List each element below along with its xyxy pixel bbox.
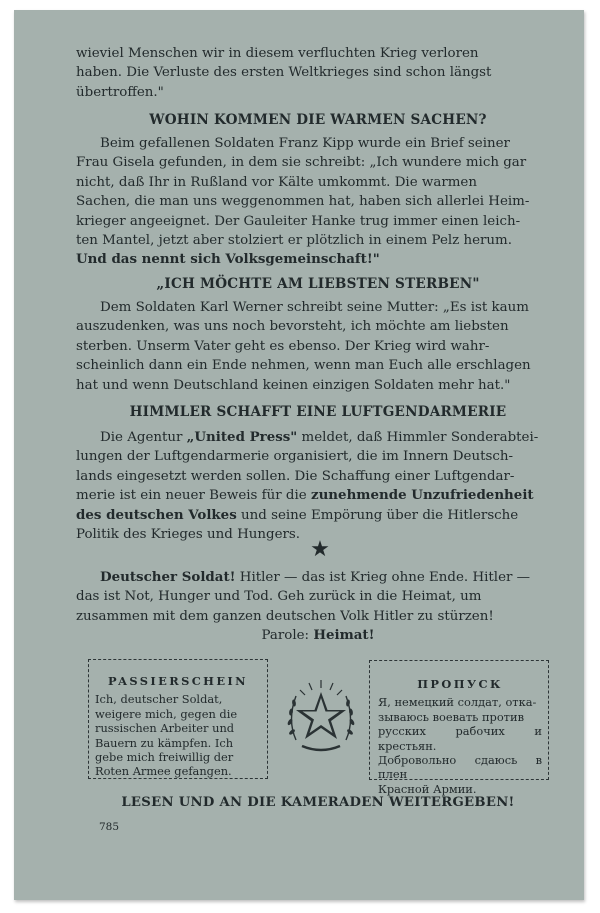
text-line: weigere mich, gegen die — [95, 706, 238, 721]
text-line: lungen der Luftgendarmerie organisiert, die im Innern Deutsch- — [76, 449, 513, 465]
star-icon: ★ — [310, 537, 330, 562]
intro-paragraph — [76, 44, 560, 102]
text-line: nicht, daß Ihr in Rußland vor Kälte umkommt. Die warmen — [76, 174, 477, 190]
section-heading-luftgendarmerie: HIMMLER SCHAFFT EINE LUFTGENDARMERIE — [129, 404, 507, 420]
page-number: 785 — [99, 821, 120, 833]
text-line: Die Agentur „United Press" meldet, daß Himmler Sonderabtei- — [100, 429, 539, 445]
text-line: Красной Армии. — [378, 781, 477, 796]
text-line: sterben. Unserm Vater geht es ebenso. Der Krieg wird wahr- — [76, 338, 490, 354]
text-line: hat und wenn Deutschland keinen einzigen Soldaten mehr hat." — [76, 377, 511, 393]
text-line: русских рабочих и крестьян. — [378, 724, 542, 753]
passierschein-title: PASSIERSCHEIN — [108, 674, 248, 688]
propusk-title: ПРОПУСК — [417, 677, 503, 691]
text-line: scheinlich dann ein Ende nehmen, wenn man Euch alle erschlagen — [76, 358, 531, 374]
section-heading-die: „ICH MÖCHTE AM LIEBSTEN STERBEN" — [156, 276, 480, 292]
text-line: Bauern zu kämpfen. Ich — [95, 735, 234, 750]
propusk-box — [369, 660, 549, 796]
text-line: Добровольно сдаюсь в плен — [378, 753, 542, 782]
text-line: Ich, deutscher Soldat, — [95, 692, 223, 707]
text-line: merie ist ein neuer Beweis für die zunehmende Unzufriedenheit — [76, 487, 534, 504]
text-line: wieviel Menschen wir in diesem verfluchten Krieg verloren — [76, 46, 479, 61]
text-line: krieger angeeignet. Der Gauleiter Hanke trug immer einen leich- — [76, 213, 521, 229]
text-line: Roten Armee gefangen. — [95, 764, 232, 779]
text-line: Sachen, die man uns weggenommen hat, haben sich allerlei Heim- — [76, 194, 530, 210]
text-line: Und das nennt sich Volksgemeinschaft!" — [76, 251, 380, 268]
appeal-paragraph — [76, 568, 560, 646]
text-line: Beim gefallenen Soldaten Franz Kipp wurde ein Brief seiner — [100, 136, 510, 151]
text-line: übertroffen." — [76, 84, 164, 100]
passierschein-text — [95, 692, 261, 778]
text-line: auszudenken, was uns noch bevorsteht, ich möchte am liebsten — [76, 319, 509, 335]
section-heading-warm-clothes: WOHIN KOMMEN DIE WARMEN SACHEN? — [149, 112, 487, 128]
passierschein-box — [88, 659, 268, 779]
red-star-emblem-icon — [282, 676, 360, 758]
text-line: russischen Arbeiter und — [95, 721, 235, 736]
text-line: haben. Die Verluste des ersten Weltkrieges sind schon längst — [76, 65, 492, 81]
text-line: das ist Not, Hunger und Tod. Geh zurück in die Heimat, um — [76, 589, 482, 605]
text-line: zusammen mit dem ganzen deutschen Volk Hitler zu stürzen! — [76, 608, 494, 624]
text-line: Frau Gisela gefunden, in dem sie schreibt: „Ich wundere mich gar — [76, 155, 527, 171]
text-line: зываюсь воевать против — [378, 709, 524, 724]
parole-line: Parole: Heimat! — [261, 627, 375, 644]
text-line: Politik des Krieges und Hungers. — [76, 527, 301, 543]
text-line: Deutscher Soldat! Hitler — das ist Krieg ohne Ende. Hitler — — [100, 569, 531, 585]
text-line: Я, немецкий солдат, отка- — [378, 695, 537, 710]
propusk-text — [378, 695, 542, 796]
footer-call-to-action: LESEN UND AN DIE KAMERADEN WEITERGEBEN! — [121, 795, 515, 810]
text-line: lands eingesetzt werden sollen. Die Schaffung einer Luftgendar- — [76, 468, 515, 484]
text-line: des deutschen Volkes und seine Empörung über die Hitlersche — [76, 506, 519, 523]
text-line: Dem Soldaten Karl Werner schreibt seine Mutter: „Es ist kaum — [100, 300, 529, 315]
section-paragraph-mother-letter — [76, 298, 560, 395]
section-paragraph-luftgendarmerie — [76, 428, 560, 544]
text-line: gebe mich freiwillig der — [95, 750, 234, 765]
text-line: ten Mantel, jetzt aber stolziert er plötzlich in einem Pelz herum. — [76, 233, 512, 249]
section-paragraph-warm-clothes — [76, 134, 560, 270]
